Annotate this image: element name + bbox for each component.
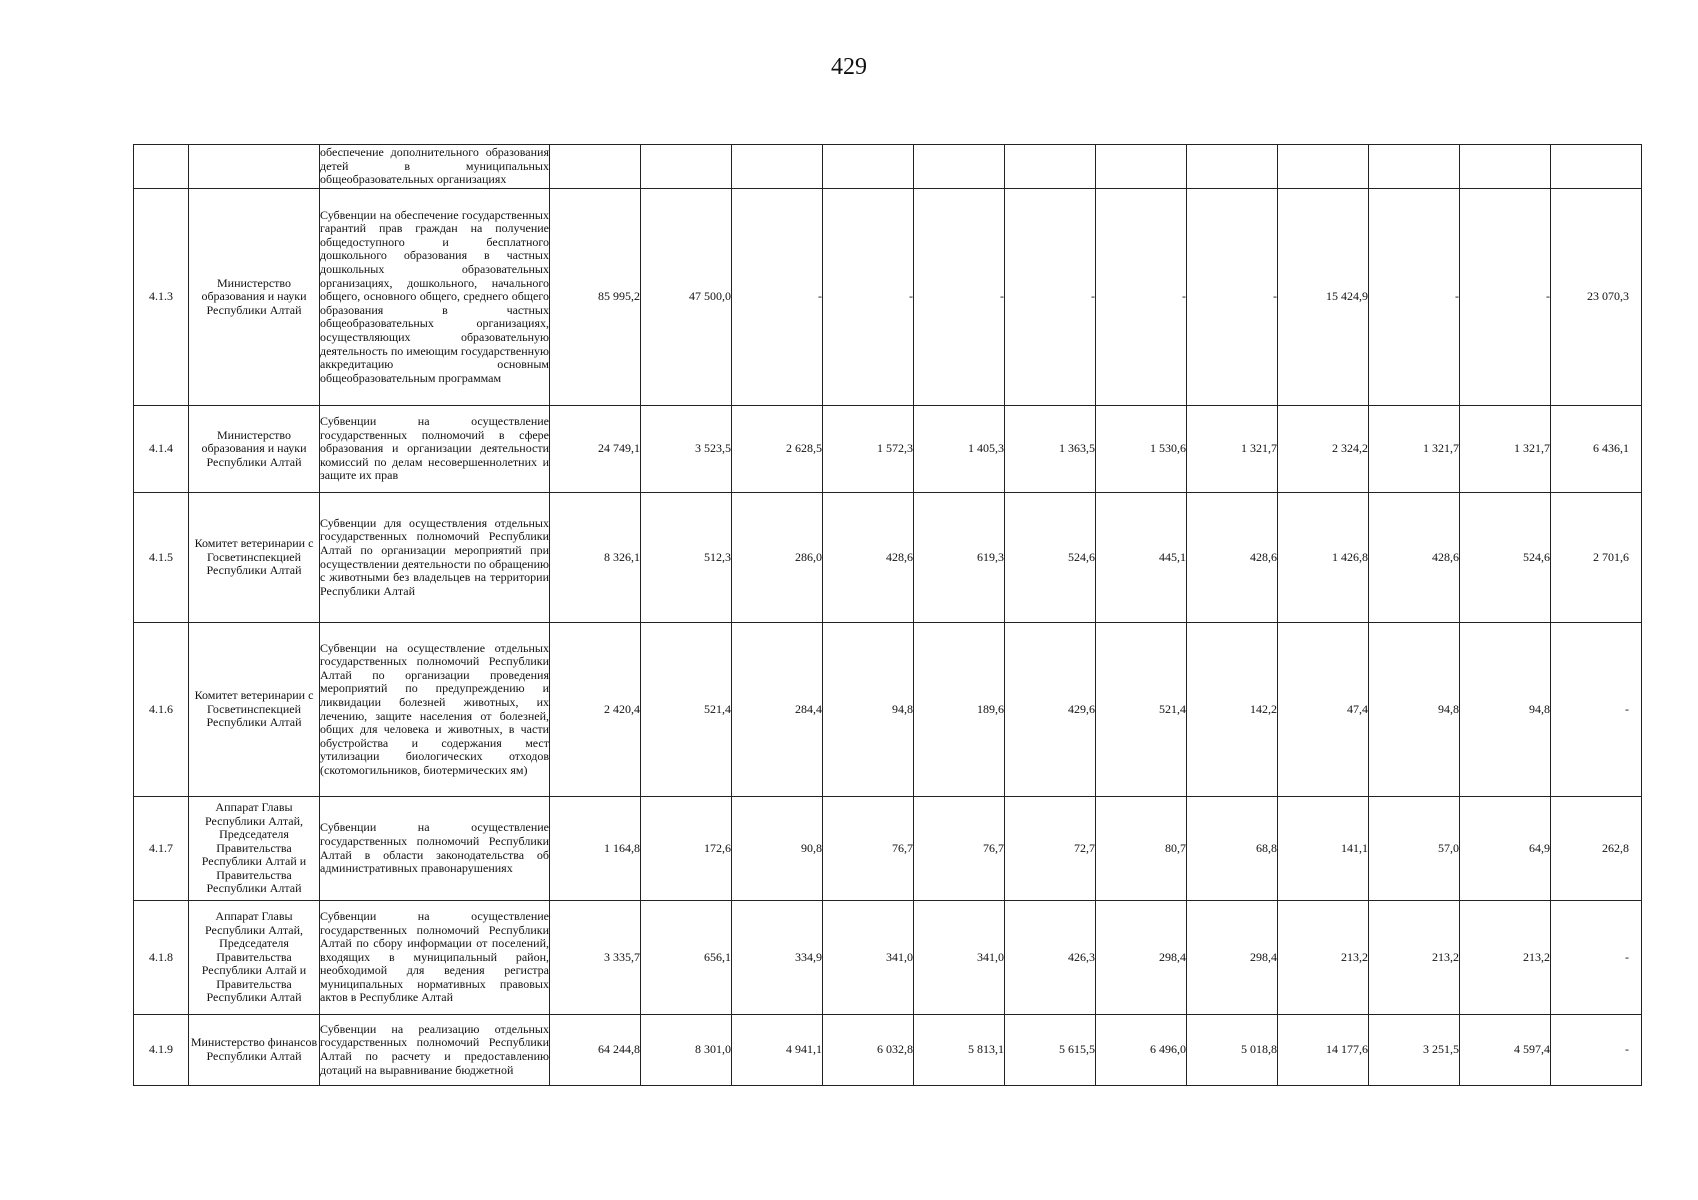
row-value-cell: 47 500,0 xyxy=(641,189,732,406)
row-value-cell: 341,0 xyxy=(823,901,914,1015)
row-value-cell xyxy=(1460,145,1551,189)
row-value-cell: 5 018,8 xyxy=(1187,1015,1278,1086)
row-value-cell: 68,8 xyxy=(1187,797,1278,901)
row-value-cell: 428,6 xyxy=(1369,493,1460,623)
row-organization-cell: Министерство образования и науки Республики Алтай xyxy=(189,189,320,406)
row-value-cell: 1 321,7 xyxy=(1369,406,1460,493)
row-value-cell: 1 164,8 xyxy=(550,797,641,901)
row-value-cell: 15 424,9 xyxy=(1278,189,1369,406)
row-description-cell: обеспечение дополнительного образования детей в муниципальных общеобразовательных организациях xyxy=(320,145,550,189)
row-value-cell: 428,6 xyxy=(1187,493,1278,623)
row-value-cell: 64,9 xyxy=(1460,797,1551,901)
row-value-cell: 47,4 xyxy=(1278,623,1369,797)
row-value-cell: - xyxy=(1551,623,1642,797)
row-value-cell: 8 326,1 xyxy=(550,493,641,623)
row-value-cell: 14 177,6 xyxy=(1278,1015,1369,1086)
row-value-cell: 341,0 xyxy=(914,901,1005,1015)
row-value-cell: 4 597,4 xyxy=(1460,1015,1551,1086)
row-value-cell: 656,1 xyxy=(641,901,732,1015)
row-code-cell: 4.1.5 xyxy=(134,493,189,623)
row-code-cell: 4.1.3 xyxy=(134,189,189,406)
row-value-cell: - xyxy=(1187,189,1278,406)
table-row xyxy=(134,493,1642,623)
row-description-cell: Субвенции на осуществление государственных полномочий Республики Алтай по сбору информации от поселений, входящих в муниципальный район, необходимой для ведения регистра муниципальных нормативных правовых актов в Республике Алтай xyxy=(320,901,550,1015)
row-value-cell: 64 244,8 xyxy=(550,1015,641,1086)
row-value-cell: 23 070,3 xyxy=(1551,189,1642,406)
row-value-cell: 5 813,1 xyxy=(914,1015,1005,1086)
row-description-cell: Субвенции на реализацию отдельных государственных полномочий Республики Алтай по расчету и предоставлению дотаций на выравнивание бюджетной xyxy=(320,1015,550,1086)
row-value-cell: 72,7 xyxy=(1005,797,1096,901)
row-value-cell: 1 321,7 xyxy=(1187,406,1278,493)
row-value-cell xyxy=(914,145,1005,189)
row-value-cell: 3 335,7 xyxy=(550,901,641,1015)
row-value-cell xyxy=(550,145,641,189)
row-value-cell: - xyxy=(1369,189,1460,406)
row-value-cell: 2 420,4 xyxy=(550,623,641,797)
row-value-cell: - xyxy=(823,189,914,406)
row-organization-cell: Комитет ветеринарии с Госветинспекцией Республики Алтай xyxy=(189,493,320,623)
page-number: 429 xyxy=(831,54,867,80)
row-value-cell: 57,0 xyxy=(1369,797,1460,901)
row-value-cell: 85 995,2 xyxy=(550,189,641,406)
row-organization-cell: Аппарат Главы Республики Алтай, Председателя Правительства Республики Алтай и Правительства Республики Алтай xyxy=(189,901,320,1015)
row-value-cell: 521,4 xyxy=(1096,623,1187,797)
row-value-cell: 8 301,0 xyxy=(641,1015,732,1086)
row-description-cell: Субвенции для осуществления отдельных государственных полномочий Республики Алтай по организации мероприятий при осуществлении деятельности по обращению с животными без владельцев на территории Республики Алтай xyxy=(320,493,550,623)
row-value-cell: 213,2 xyxy=(1460,901,1551,1015)
row-value-cell: 76,7 xyxy=(914,797,1005,901)
row-value-cell: 298,4 xyxy=(1187,901,1278,1015)
row-value-cell: 445,1 xyxy=(1096,493,1187,623)
row-value-cell: 512,3 xyxy=(641,493,732,623)
row-value-cell: - xyxy=(1460,189,1551,406)
row-value-cell: 521,4 xyxy=(641,623,732,797)
row-value-cell: 142,2 xyxy=(1187,623,1278,797)
row-value-cell: 286,0 xyxy=(732,493,823,623)
row-value-cell: 1 426,8 xyxy=(1278,493,1369,623)
row-description-cell: Субвенции на осуществление государственных полномочий Республики Алтай в области законодательства об административных правонарушениях xyxy=(320,797,550,901)
row-value-cell: 94,8 xyxy=(1460,623,1551,797)
row-value-cell: 428,6 xyxy=(823,493,914,623)
row-value-cell: 80,7 xyxy=(1096,797,1187,901)
row-value-cell: 141,1 xyxy=(1278,797,1369,901)
row-value-cell: - xyxy=(1005,189,1096,406)
row-value-cell: 172,6 xyxy=(641,797,732,901)
row-value-cell: 334,9 xyxy=(732,901,823,1015)
table-row xyxy=(134,406,1642,493)
row-organization-cell: Аппарат Главы Республики Алтай, Председателя Правительства Республики Алтай и Правительства Республики Алтай xyxy=(189,797,320,901)
row-value-cell: 619,3 xyxy=(914,493,1005,623)
row-value-cell: 189,6 xyxy=(914,623,1005,797)
table-row xyxy=(134,901,1642,1015)
row-value-cell: 90,8 xyxy=(732,797,823,901)
row-value-cell: 1 321,7 xyxy=(1460,406,1551,493)
row-description-cell: Субвенции на осуществление государственных полномочий в сфере образования и организации деятельности комиссий по делам несовершеннолетних и защите их прав xyxy=(320,406,550,493)
row-value-cell: 426,3 xyxy=(1005,901,1096,1015)
row-value-cell: - xyxy=(1096,189,1187,406)
table-row xyxy=(134,145,1642,189)
row-value-cell xyxy=(641,145,732,189)
row-value-cell: 524,6 xyxy=(1460,493,1551,623)
row-value-cell: 94,8 xyxy=(823,623,914,797)
row-value-cell: - xyxy=(1551,1015,1642,1086)
row-value-cell: 4 941,1 xyxy=(732,1015,823,1086)
row-value-cell: 6 032,8 xyxy=(823,1015,914,1086)
row-value-cell xyxy=(1278,145,1369,189)
row-description-cell: Субвенции на осуществление отдельных государственных полномочий Республики Алтай по организации проведения мероприятий по предупреждению и ликвидации болезней животных, их лечению, защите населения от болезней, общих для человека и животных, в части обустройства и содержания мест утилизации биологических отходов (скотомогильников, биотермических ям) xyxy=(320,623,550,797)
row-value-cell: 1 405,3 xyxy=(914,406,1005,493)
row-value-cell: 213,2 xyxy=(1369,901,1460,1015)
row-code-cell: 4.1.4 xyxy=(134,406,189,493)
row-value-cell: 6 436,1 xyxy=(1551,406,1642,493)
row-code-cell: 4.1.9 xyxy=(134,1015,189,1086)
row-value-cell: 76,7 xyxy=(823,797,914,901)
row-value-cell: 284,4 xyxy=(732,623,823,797)
table-body xyxy=(134,145,1642,1086)
row-code-cell xyxy=(134,145,189,189)
row-value-cell: 298,4 xyxy=(1096,901,1187,1015)
row-value-cell: 524,6 xyxy=(1005,493,1096,623)
row-value-cell: 2 628,5 xyxy=(732,406,823,493)
row-value-cell xyxy=(1369,145,1460,189)
row-value-cell: 429,6 xyxy=(1005,623,1096,797)
row-value-cell xyxy=(1096,145,1187,189)
row-value-cell: 3 523,5 xyxy=(641,406,732,493)
row-value-cell: 213,2 xyxy=(1278,901,1369,1015)
row-organization-cell: Министерство образования и науки Республики Алтай xyxy=(189,406,320,493)
row-value-cell: 94,8 xyxy=(1369,623,1460,797)
row-value-cell: 24 749,1 xyxy=(550,406,641,493)
table-row xyxy=(134,623,1642,797)
row-value-cell: 1 363,5 xyxy=(1005,406,1096,493)
row-value-cell: - xyxy=(732,189,823,406)
row-value-cell xyxy=(732,145,823,189)
table-row xyxy=(134,797,1642,901)
row-value-cell xyxy=(823,145,914,189)
row-value-cell: 262,8 xyxy=(1551,797,1642,901)
row-value-cell xyxy=(1187,145,1278,189)
row-value-cell xyxy=(1551,145,1642,189)
row-value-cell: 5 615,5 xyxy=(1005,1015,1096,1086)
row-value-cell: 1 572,3 xyxy=(823,406,914,493)
row-organization-cell: Комитет ветеринарии с Госветинспекцией Республики Алтай xyxy=(189,623,320,797)
row-value-cell: - xyxy=(914,189,1005,406)
row-organization-cell: Министерство финансов Республики Алтай xyxy=(189,1015,320,1086)
row-code-cell: 4.1.7 xyxy=(134,797,189,901)
row-value-cell: 2 324,2 xyxy=(1278,406,1369,493)
row-value-cell: - xyxy=(1551,901,1642,1015)
table-row xyxy=(134,1015,1642,1086)
row-value-cell: 6 496,0 xyxy=(1096,1015,1187,1086)
row-value-cell: 1 530,6 xyxy=(1096,406,1187,493)
budget-table xyxy=(133,144,1642,1086)
row-value-cell: 2 701,6 xyxy=(1551,493,1642,623)
row-description-cell: Субвенции на обеспечение государственных гарантий прав граждан на получение общедоступного и бесплатного дошкольного образования в частных дошкольных образовательных организациях, дошкольного, начального общего, основного общего, среднего общего образования в частных общеобразовательных организациях, осуществляющих образовательную деятельность по имеющим государственную аккредитацию основным общеобразовательным программам xyxy=(320,189,550,406)
row-organization-cell xyxy=(189,145,320,189)
table-row xyxy=(134,189,1642,406)
row-value-cell: 3 251,5 xyxy=(1369,1015,1460,1086)
row-value-cell xyxy=(1005,145,1096,189)
row-code-cell: 4.1.8 xyxy=(134,901,189,1015)
row-code-cell: 4.1.6 xyxy=(134,623,189,797)
